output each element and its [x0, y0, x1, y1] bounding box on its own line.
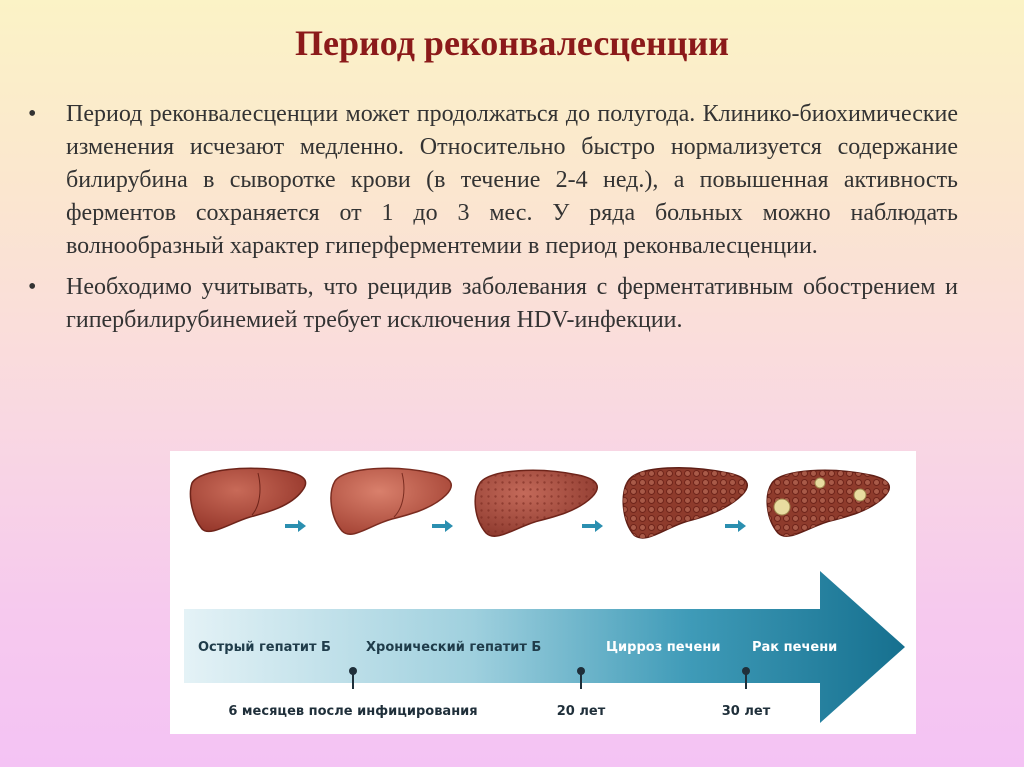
arrow-right-icon: [432, 520, 453, 532]
liver-progression-figure: [170, 451, 916, 734]
liver-stage-5-image: [767, 470, 889, 536]
liver-stage-1-image: [190, 468, 305, 531]
milestone-label: 6 месяцев после инфицирования: [228, 704, 478, 719]
stage-label: Острый гепатит Б: [198, 640, 331, 655]
arrow-right-icon: [582, 520, 603, 532]
bullet-dot-icon: •: [28, 101, 37, 127]
stage-label: Рак печени: [752, 640, 838, 655]
stage-label: Хронический гепатит Б: [366, 640, 542, 655]
stage-label: Цирроз печени: [606, 640, 721, 655]
bullet-item: [28, 98, 958, 263]
slide-title: Период реконвалесценции: [295, 23, 729, 63]
bullet-text: Период реконвалесценции может продолжаться до полугода. Клинико-биохимические изменения исчезают медленно. Относительно быстро нормализуется содержание билирубина в сыворотке крови (в течение 2-4 нед.), а повышенная активность ферментов сохраняется от 1 до 3 мес. У ряда больных можно наблюдать волнообразный характер гиперферментемии в период реконвалесценции.: [66, 101, 958, 259]
bullet-dot-icon: •: [28, 274, 37, 300]
bullet-list: [28, 98, 958, 345]
arrow-right-icon: [725, 520, 746, 532]
milestone-label: 20 лет: [556, 704, 606, 719]
arrow-right-icon: [285, 520, 306, 532]
milestone-label: 30 лет: [721, 704, 771, 719]
bullet-item: [28, 271, 958, 337]
bullet-text: Необходимо учитывать, что рецидив заболевания с ферментативным обострением и гипербилирубинемией требует исключения HDV-инфекции.: [66, 274, 958, 333]
liver-stage-3-image: [475, 470, 597, 536]
